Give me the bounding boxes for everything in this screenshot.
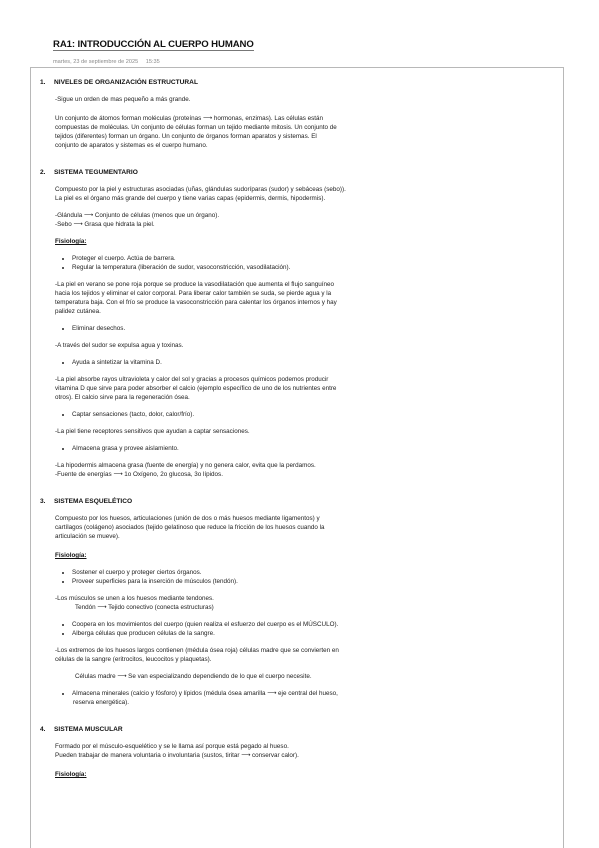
list-item: • Sostener el cuerpo y proteger ciertos órganos. [72, 568, 555, 577]
list-item-continuation: reserva energética). [73, 699, 129, 706]
section-heading-3: 3. SISTEMA ESQUELÉTICO [40, 498, 133, 505]
title-wrap [53, 40, 254, 51]
fisiologia-heading: Fisiología: [55, 771, 87, 778]
page-date [53, 58, 160, 67]
paragraph-line: -Sebo ⟶ Grasa que hidrata la piel. [55, 221, 155, 228]
section-body-1 [55, 95, 555, 150]
paragraph-line: La piel es el órgano más grande del cuerpo y tiene varias capas (epidermis, dermis, hipodermis). [55, 195, 326, 202]
paragraph-indented: Tendón ⟶ Tejido conectivo (conecta estructuras) [75, 604, 214, 611]
paragraph-line: otros). El calcio sirve para la regeneración ósea. [55, 394, 190, 401]
section-heading-1: 1. NIVELES DE ORGANIZACIÓN ESTRUCTURAL [40, 79, 198, 86]
list-item: • Ayuda a sintetizar la vitamina D. [72, 358, 555, 367]
paragraph-line: -La hipodermis almacena grasa (fuente de energía) y no genera calor, evita que la perdamos. [55, 462, 316, 469]
bullet-list [55, 620, 555, 638]
bullet-list [55, 689, 555, 698]
list-item: • Almacena minerales (calcio y fósforo) y lípidos (médula ósea amarilla ⟶ eje central del hueso, [72, 689, 555, 698]
list-item: • Captar sensaciones (tacto, dolor, calor/frío). [72, 410, 555, 419]
paragraph-line: Compuesto por los huesos, articulaciones (unión de dos o más huesos mediante ligamentos) y [55, 515, 320, 522]
section-heading-2: 2. SISTEMA TEGUMENTARIO [40, 169, 138, 176]
paragraph-line: vitamina D que sirve para poder absorber el calcio (ejemplo específico de uno de los nutrientes entre [55, 385, 337, 392]
section-body-3 [55, 514, 555, 707]
bullet-list [55, 410, 555, 419]
paragraph-line: Formado por el músculo-esquelético y se le llama así porque está pegado al hueso. [55, 743, 289, 750]
paragraph-line: -Glándula ⟶ Conjunto de células (menos que un órgano). [55, 212, 220, 219]
list-item: • Coopera en los movimientos del cuerpo (quien realiza el esfuerzo del cuerpo es el MÚSCULO). [72, 620, 555, 629]
paragraph-line: Compuesto por la piel y estructuras asociadas (uñas, glándulas sudoríparas (sudor) y sebáceas (sebo)). [55, 186, 346, 193]
paragraph: -Sigue un orden de mas pequeño a más grande. [55, 96, 191, 103]
list-item: • Proteger el cuerpo. Actúa de barrera. [72, 254, 555, 263]
paragraph: -La piel tiene receptores sensitivos que ayudan a captar sensaciones. [55, 428, 250, 435]
section-heading-4: 4. SISTEMA MUSCULAR [40, 726, 123, 733]
list-item: • Regular la temperatura (liberación de sudor, vasoconstricción, vasodilatación). [72, 263, 555, 272]
list-item: • Eliminar desechos. [72, 324, 555, 333]
bullet-list [55, 254, 555, 272]
paragraph-line: -Los extremos de los huesos largos contienen (médula ósea roja) células madre que se convierten en [55, 647, 339, 654]
paragraph-line: temperatura baja. Con el frío se produce la vasoconstricción para calentar los órganos internos y hay [55, 299, 337, 306]
paragraph-line: Un conjunto de átomos forman moléculas (proteínas ⟶ hormonas, enzimas). Las células están [55, 115, 324, 122]
paragraph-line: células de la sangre (eritrocitos, leucocitos y plaquetas). [55, 656, 212, 663]
fisiologia-heading: Fisiología: [55, 238, 87, 245]
paragraph-line: Pueden trabajar de manera voluntaria o involuntaria (sustos, tiritar ⟶ conservar calor). [55, 752, 299, 759]
paragraph-line: articulación se mueve). [55, 533, 120, 540]
section-body-2 [55, 185, 555, 479]
list-item: • Alberga células que producen células de la sangre. [72, 629, 555, 638]
paragraph-line: conjunto de aparatos y sistemas es el cuerpo humano. [55, 142, 208, 149]
paragraph-line: cartílagos (colágeno) asociados (tejido gelatinoso que reduce la fricción de los huesos cuando la [55, 524, 325, 531]
paragraph-line: palidez cutánea. [55, 308, 101, 315]
paragraph-line: compuestas de moléculas. Un conjunto de células forman un tejido mediante mitosis. Un conjunto de [55, 124, 337, 131]
paragraph-line: -La piel en verano se pone roja porque se produce la vasodilatación que aumenta el flujo sanguíneo [55, 281, 335, 288]
note-content [30, 67, 564, 848]
paragraph-line: -Fuente de energías ⟶ 1o Oxígeno, 2o glucosa, 3o lípidos. [55, 471, 223, 478]
paragraph: -A través del sudor se expulsa agua y toxinas. [55, 342, 184, 349]
list-item: • Almacena grasa y provee aislamiento. [72, 444, 555, 453]
section-body-4 [55, 742, 555, 779]
paragraph-line: tejidos (diferentes) forman un órgano. Un conjunto de órganos forman aparatos y sistemas. El [55, 133, 317, 140]
paragraph-line: hacia los tejidos y eliminar el calor corporal. Para liberar calor también se suda, se pierde agua y la [55, 290, 332, 297]
bullet-list [55, 444, 555, 453]
fisiologia-heading: Fisiología: [55, 552, 87, 559]
time-text: 15:35 [145, 59, 160, 65]
list-item: • Proveer superficies para la inserción de músculos (tendón). [72, 577, 555, 586]
paragraph-line: -La piel absorbe rayos ultravioleta y calor del sol y gracias a procesos químicos podemos producir [55, 376, 329, 383]
paragraph-indented: Células madre ⟶ Se van especializando dependiendo de lo que el cuerpo necesite. [75, 673, 312, 680]
date-text: martes, 23 de septiembre de 2025 [53, 59, 139, 65]
paragraph: -Los músculos se unen a los huesos mediante tendones. [55, 595, 214, 602]
bullet-list [55, 568, 555, 586]
bullet-list [55, 324, 555, 333]
bullet-list [55, 358, 555, 367]
page-title: RA1: INTRODUCCIÓN AL CUERPO HUMANO [53, 39, 254, 50]
